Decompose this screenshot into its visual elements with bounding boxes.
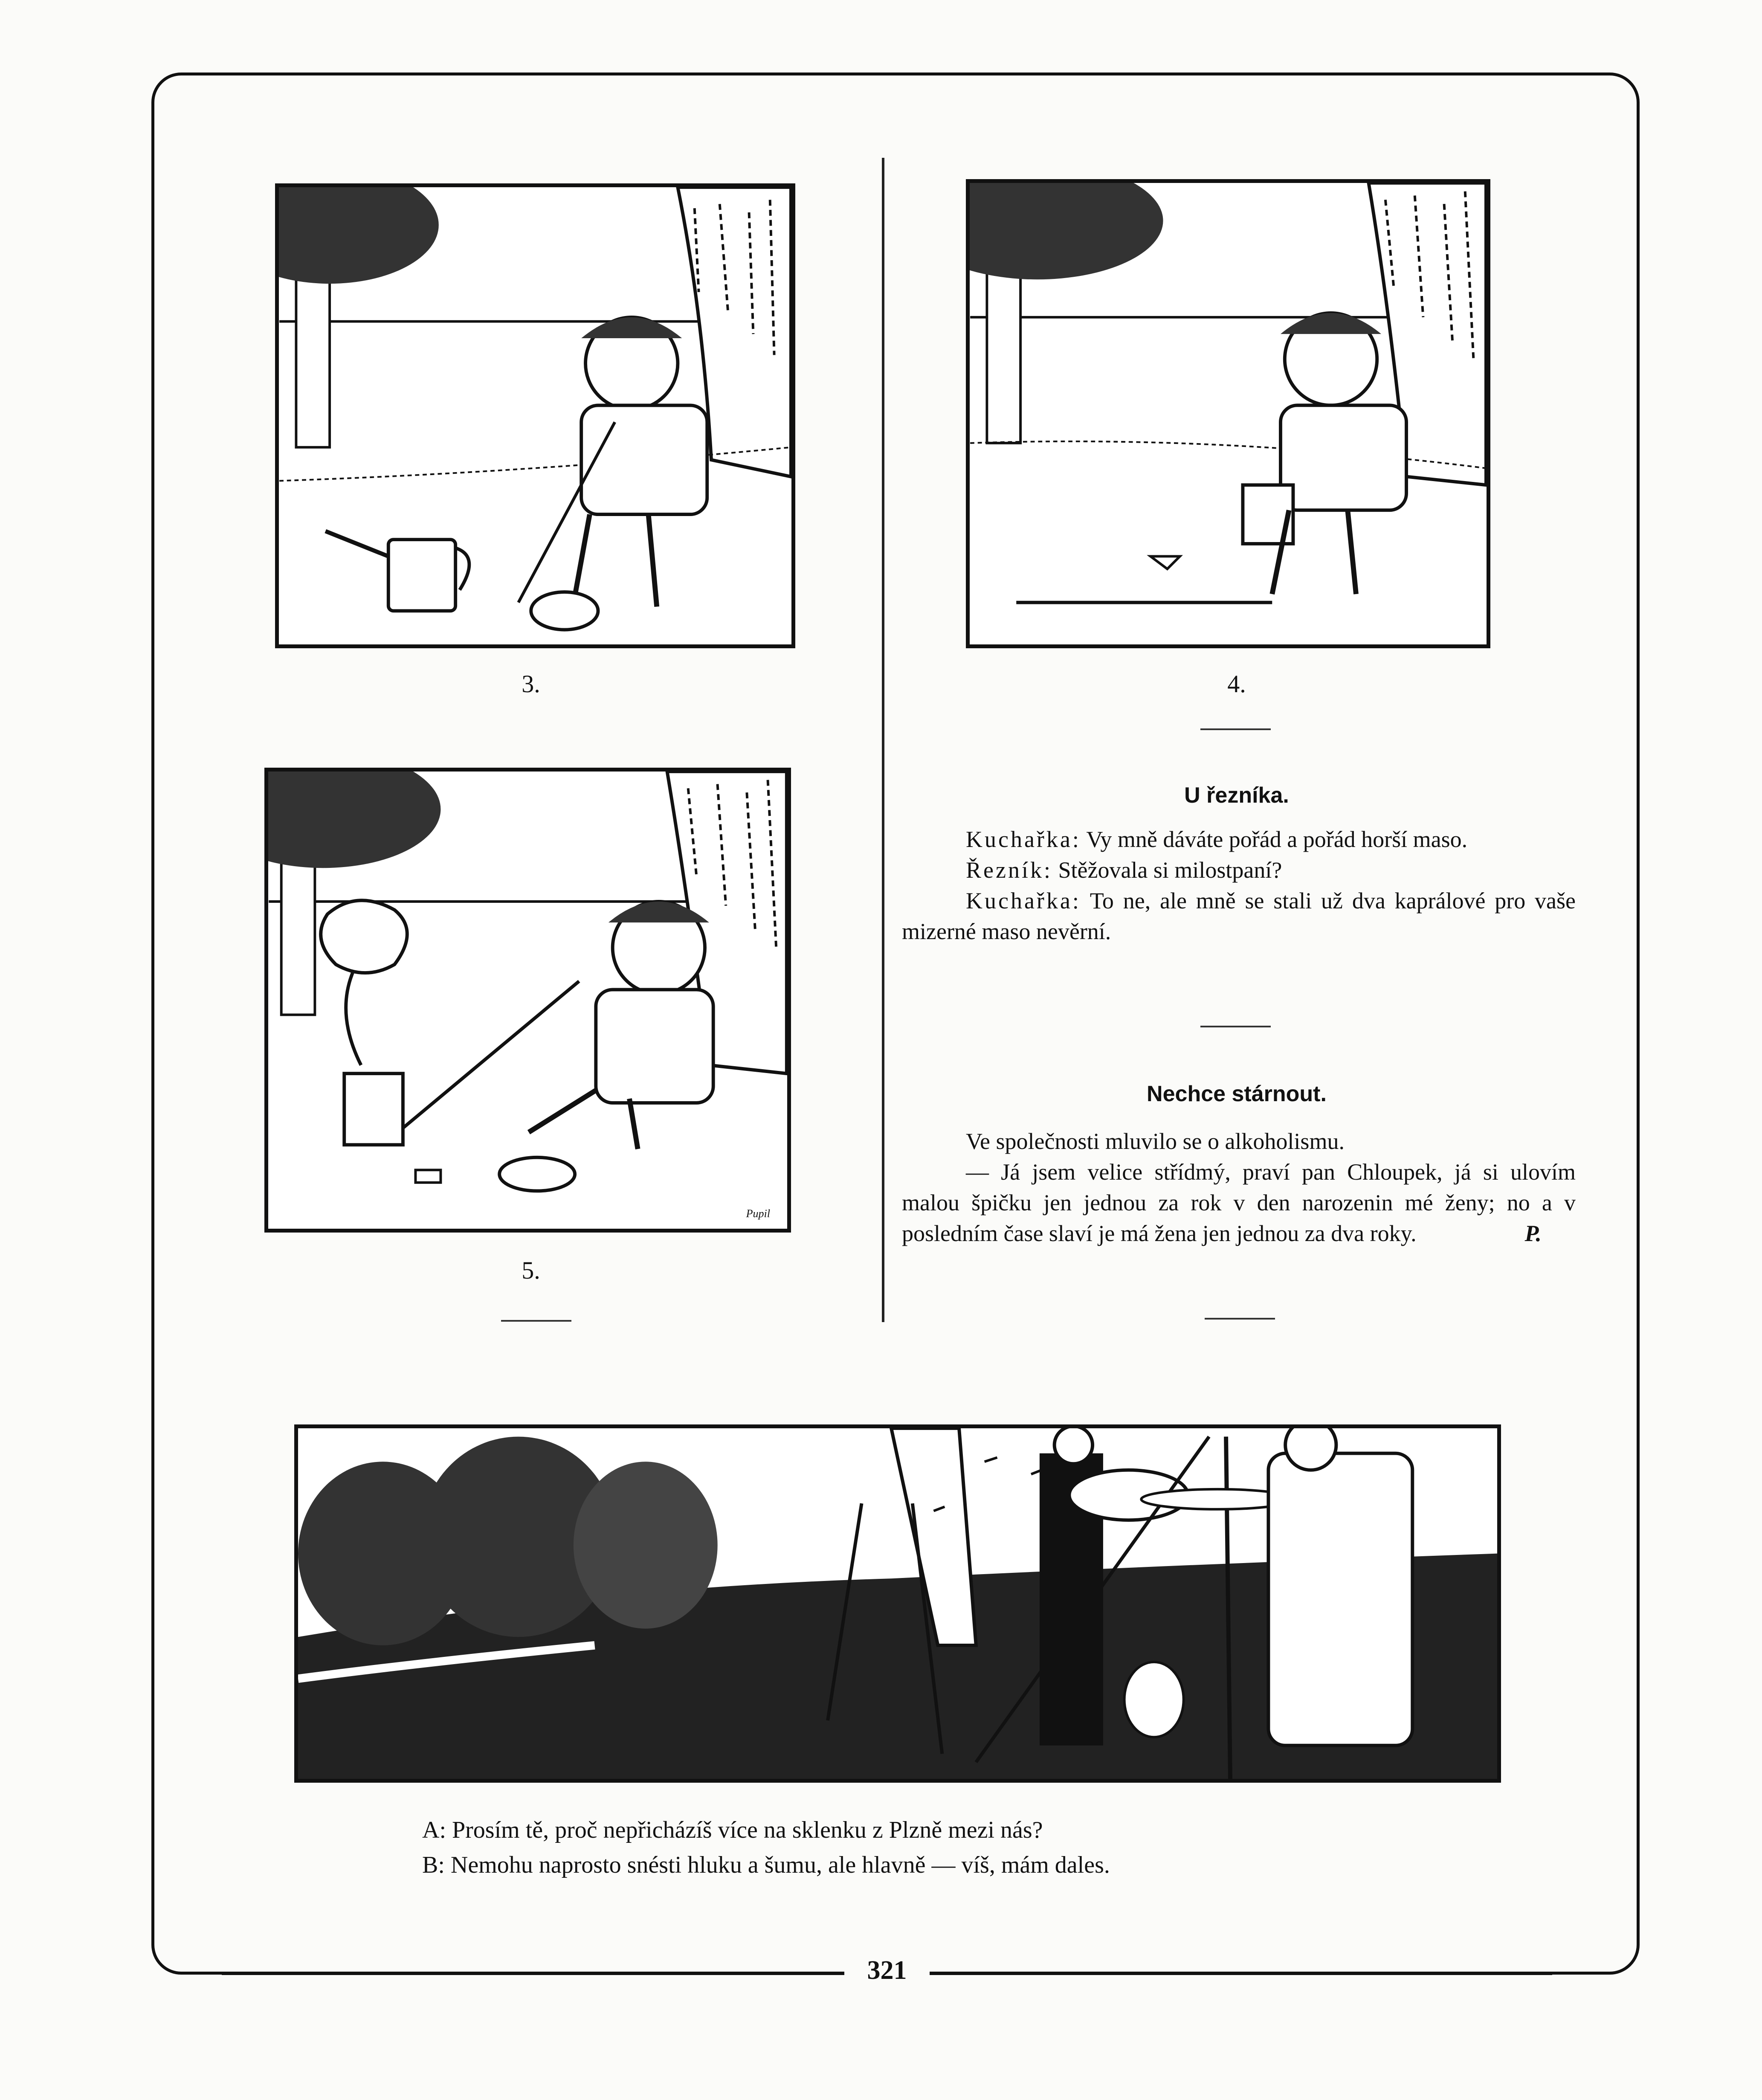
painter-cartoon-illustration xyxy=(298,1428,1497,1779)
story-paragraph: Ve společnosti mluvilo se o alkoholismu. xyxy=(966,1128,1345,1154)
separator-rule xyxy=(501,1320,571,1322)
author-signature: P. xyxy=(1524,1221,1542,1246)
dialogue-line: Kuchařka: To ne, ale mně se stali už dva kaprálové pro vaše mizerné maso nevěrní. xyxy=(902,888,1576,944)
story-u-reznika xyxy=(902,824,1576,947)
footer-line xyxy=(930,1972,1552,1975)
painter-cartoon xyxy=(294,1424,1501,1783)
artist-signature: Pupil xyxy=(746,1207,770,1220)
story-title-u-reznika: U řezníka. xyxy=(1184,783,1289,808)
story-paragraph: — Já jsem velice střídmý, praví pan Chloupek, já si ulovím malou špičku jen jednou za rok v den narozenin mé ženy; no a v posledním čase slaví je má žena jen jednou za dva roky. P. xyxy=(902,1157,1576,1249)
separator-rule xyxy=(1200,728,1271,730)
story-nechce-starnout xyxy=(902,1126,1576,1249)
footer-line xyxy=(222,1972,844,1975)
comic-panel-5 xyxy=(264,768,791,1233)
panel-5-caption: 5. xyxy=(522,1256,540,1284)
page-number: 321 xyxy=(844,1955,930,1986)
cartoon-dialogue xyxy=(422,1813,1446,1882)
comic-panel-4 xyxy=(966,179,1490,648)
panel-5-illustration xyxy=(268,772,787,1229)
panel-3-illustration xyxy=(279,187,791,644)
dialogue-line: Kuchařka: Vy mně dáváte pořád a pořád horší maso. xyxy=(966,827,1468,852)
panel-4-caption: 4. xyxy=(1227,670,1246,698)
separator-rule xyxy=(1205,1318,1275,1320)
comic-panel-3 xyxy=(275,183,795,648)
dialogue-line: Řezník: Stěžovala si milostpaní? xyxy=(966,857,1282,883)
column-divider xyxy=(882,158,884,1322)
dialogue-line-a: A: Prosím tě, proč nepřicházíš více na sklenku z Plzně mezi nás? xyxy=(422,1817,1043,1843)
panel-3-caption: 3. xyxy=(522,670,540,698)
story-title-nechce-starnout: Nechce stárnout. xyxy=(1147,1082,1327,1106)
panel-4-illustration xyxy=(970,183,1487,644)
dialogue-line-b: B: Nemohu naprosto snésti hluku a šumu, ale hlavně — víš, mám dales. xyxy=(422,1852,1110,1878)
separator-rule xyxy=(1200,1026,1271,1027)
